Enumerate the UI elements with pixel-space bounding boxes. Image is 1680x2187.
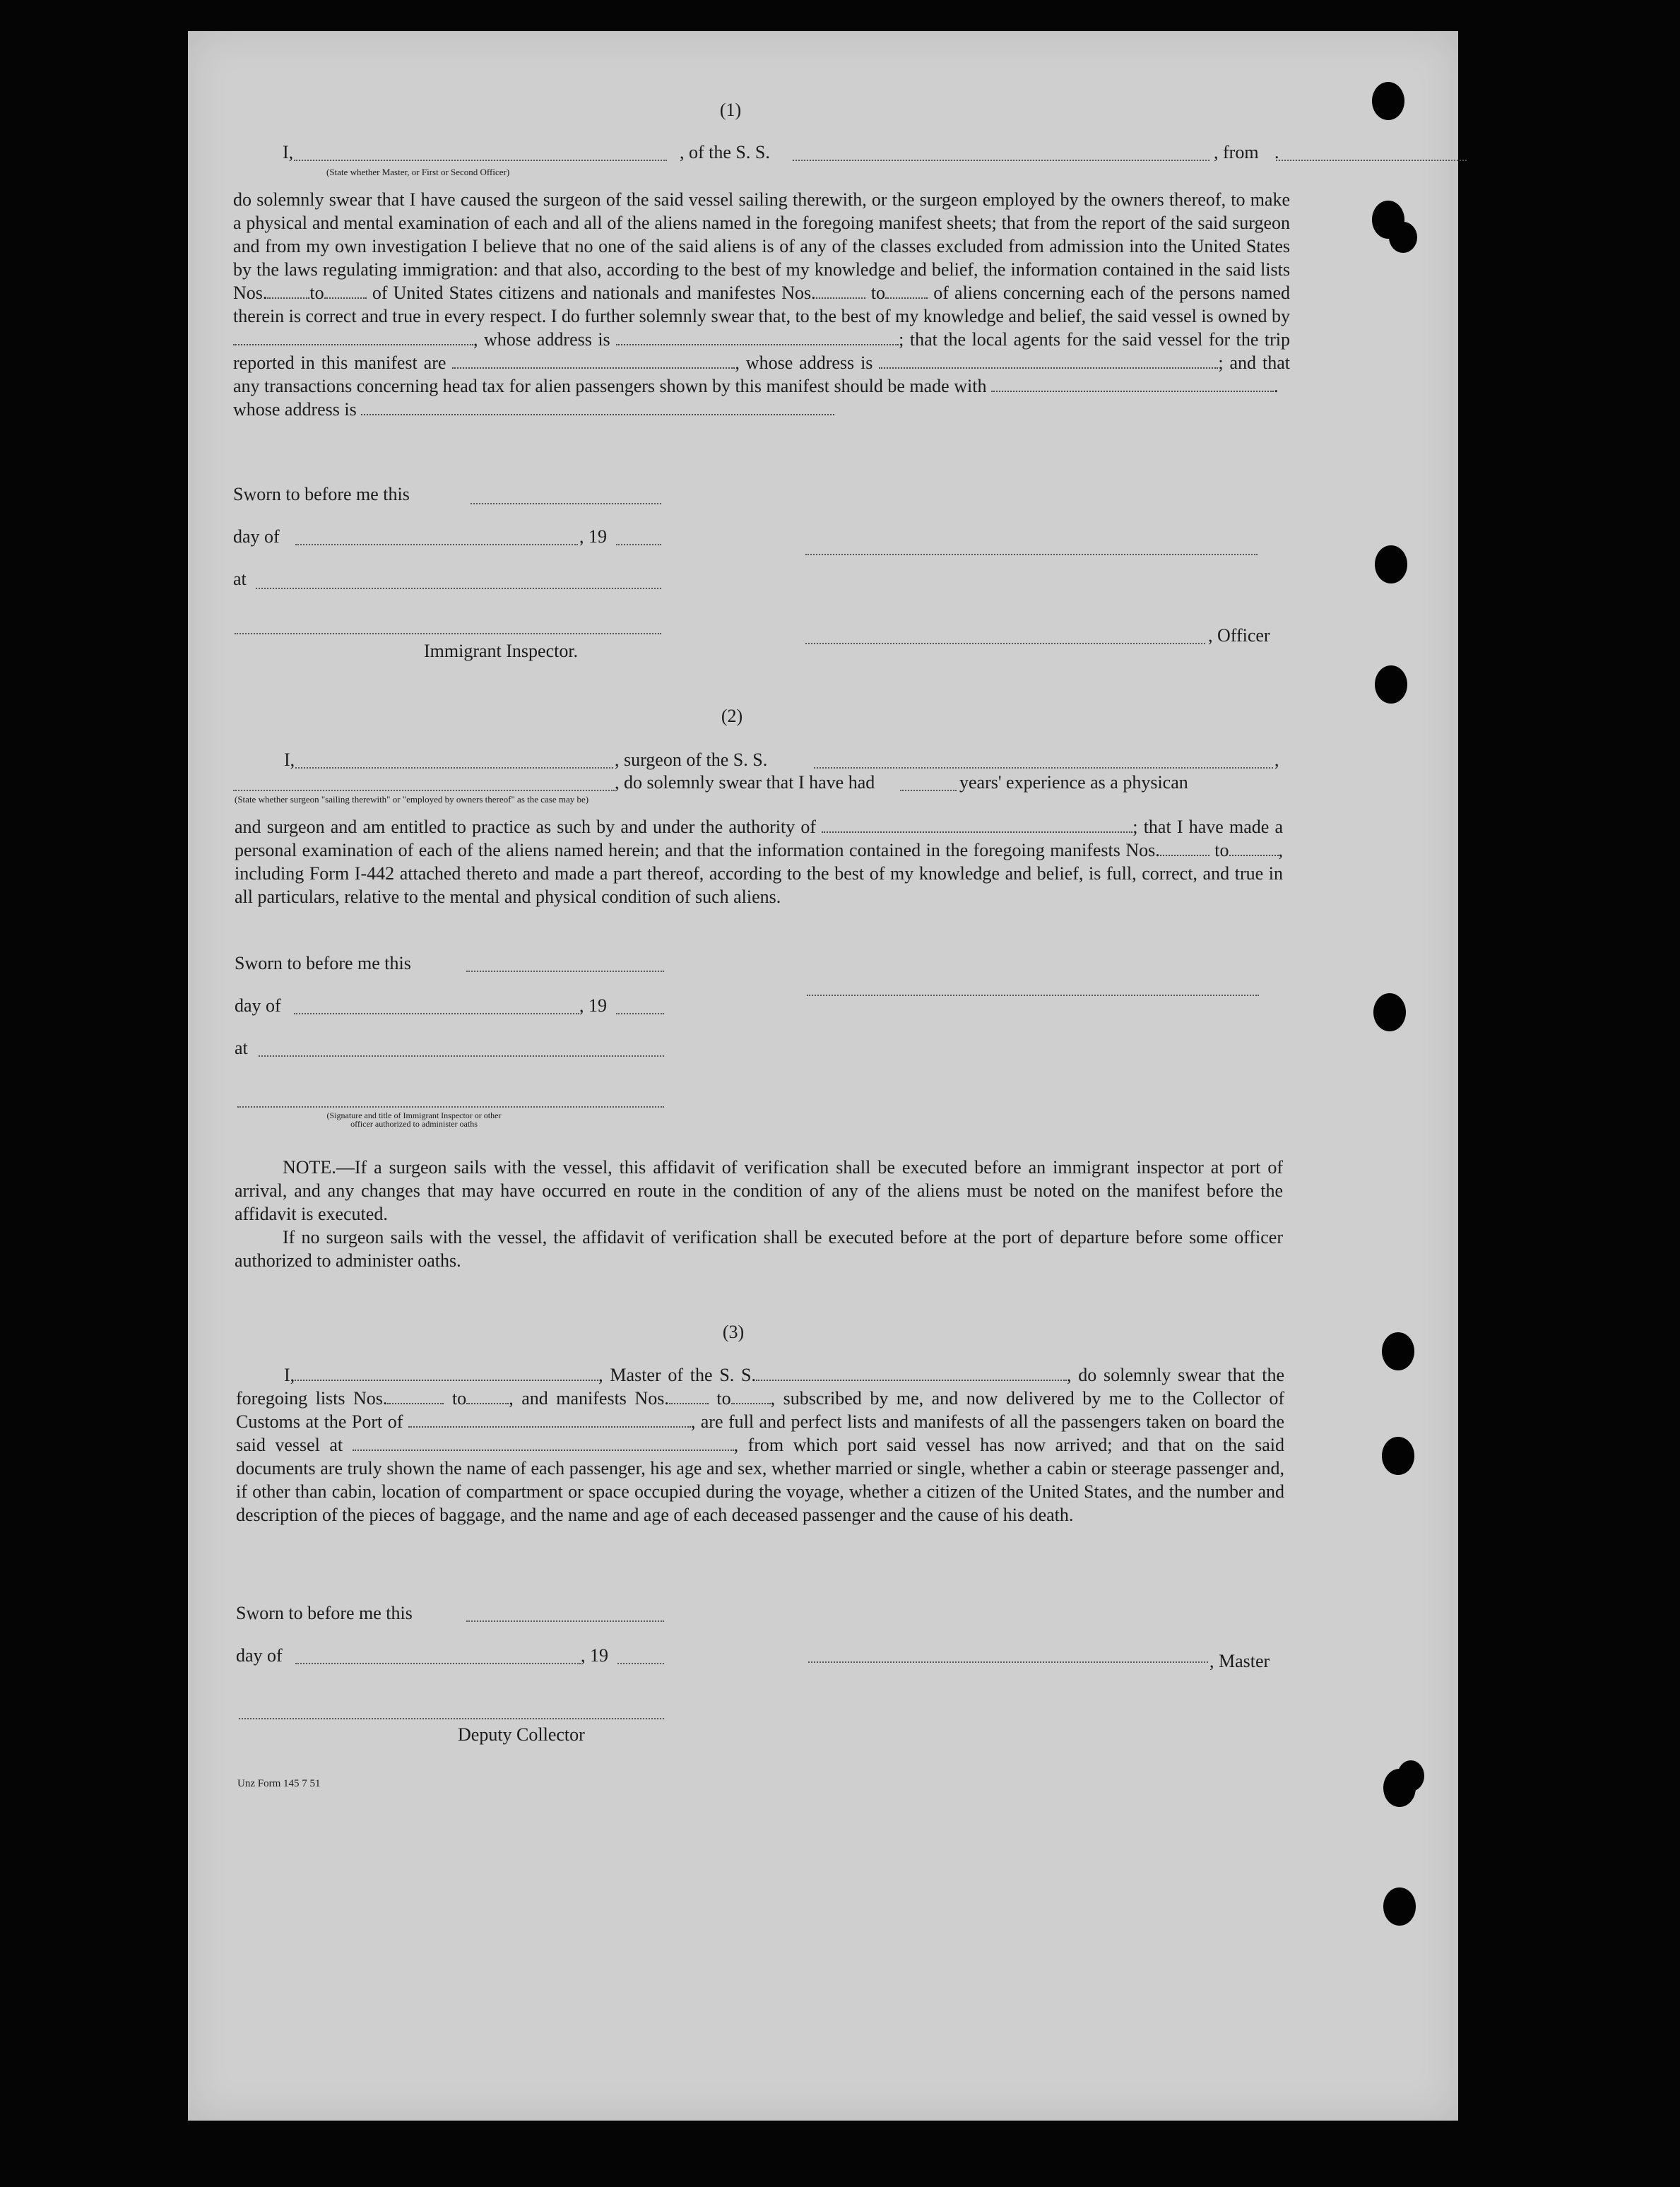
oath-text-9: whose address is bbox=[233, 399, 357, 420]
section-1-day-of: day of bbox=[233, 526, 280, 547]
surgeon-status-field[interactable] bbox=[233, 790, 615, 791]
punch-hole bbox=[1389, 222, 1417, 253]
section-1-i: I, bbox=[283, 142, 294, 162]
section-2-comma: , bbox=[1274, 749, 1279, 770]
surgeon-signature-line[interactable] bbox=[807, 995, 1259, 996]
section-2-caption: (State whether surgeon "sailing therewith" or "employed by owners thereof" as the case may be) bbox=[235, 794, 589, 805]
citizen-lists-to-field[interactable] bbox=[324, 283, 367, 299]
master-text-6: , are full and perfect lists and manifests of all the passengers taken on board the said vessel at bbox=[236, 1411, 1284, 1455]
master-to-1: to bbox=[451, 1388, 467, 1409]
section-2-at: at bbox=[235, 1038, 248, 1058]
surgeon-manifests-to-field[interactable] bbox=[1229, 840, 1279, 856]
master-text-1: I, bbox=[284, 1365, 295, 1385]
location-field-2[interactable] bbox=[259, 1055, 664, 1057]
master-vessel-field[interactable] bbox=[756, 1365, 1067, 1381]
punch-hole bbox=[1382, 1332, 1414, 1370]
master-manifests-to-field[interactable] bbox=[731, 1388, 771, 1404]
oath-text-4: , whose address is bbox=[473, 329, 610, 350]
month-field-3[interactable] bbox=[295, 1663, 581, 1664]
section-1-sworn: Sworn to before me this bbox=[233, 484, 410, 504]
deputy-collector-label: Deputy Collector bbox=[458, 1724, 585, 1745]
section-3-year: , 19 bbox=[581, 1645, 608, 1666]
section-2-swear-label: , do solemnly swear that I have had bbox=[615, 772, 875, 793]
note-paragraph-2: If no surgeon sails with the vessel, the affidavit of verification shall be executed before at the port of departure before some officer authorized to administer oaths. bbox=[235, 1227, 1283, 1271]
section-1-at: at bbox=[233, 569, 247, 589]
section-3-oath-paragraph bbox=[236, 1363, 1284, 1527]
section-3-day-of: day of bbox=[236, 1645, 283, 1666]
master-text-2: , Master of the S. S. bbox=[598, 1365, 756, 1385]
master-label: , Master bbox=[1209, 1651, 1270, 1671]
vessel-name-field[interactable] bbox=[793, 160, 1209, 161]
surgeon-to: to bbox=[1214, 840, 1229, 860]
section-2-sworn: Sworn to before me this bbox=[235, 953, 411, 973]
master-text-3: , do solemnly swear that the foregoing lists Nos. bbox=[236, 1365, 1284, 1409]
section-1-oath-paragraph bbox=[233, 188, 1290, 421]
section-2-years-label: years' experience as a physican bbox=[959, 772, 1188, 793]
owner-address-field[interactable] bbox=[616, 329, 899, 345]
collector-signature-line[interactable] bbox=[239, 1718, 664, 1719]
master-text-7: , from which port said vessel has now arrived; and that on the said documents are truly shown the name of each passenger, his age and sex, whether married or single, whether a cabin or steerage passenger and, if other than cabin, location of compartment or space occupied during the voyage, whether a citizen of the United States, and the number and description of the pieces of baggage, and the name and age of each deceased passenger and the cause of his death. bbox=[236, 1435, 1284, 1525]
officer-signature-line[interactable] bbox=[805, 554, 1258, 555]
section-1-period: . bbox=[1274, 142, 1279, 162]
section-1-from-label: , from bbox=[1214, 142, 1259, 162]
alien-manifests-to-field[interactable] bbox=[885, 283, 928, 299]
section-1-year: , 19 bbox=[579, 526, 607, 547]
port-of-arrival-field[interactable] bbox=[408, 1411, 691, 1428]
inspector-signature-line-2[interactable] bbox=[237, 1106, 664, 1108]
master-to-2: to bbox=[716, 1388, 731, 1409]
inspector-signature-line[interactable] bbox=[235, 633, 661, 634]
surgeon-vessel-field[interactable] bbox=[814, 767, 1273, 769]
section-1-caption: (State whether Master, or First or Second Officer) bbox=[326, 167, 510, 177]
punch-hole bbox=[1383, 1887, 1416, 1926]
surgeon-manifests-from-field[interactable] bbox=[1160, 840, 1209, 856]
master-name-field[interactable] bbox=[295, 1365, 598, 1381]
location-field-1[interactable] bbox=[256, 588, 661, 589]
master-text-5: , subscribed by me, and now delivered by me to the Collector of Customs at the Port of bbox=[236, 1388, 1284, 1432]
punch-hole bbox=[1375, 545, 1407, 583]
section-2-oath-paragraph bbox=[235, 815, 1283, 908]
section-2-i: I, bbox=[284, 749, 295, 770]
year-field-3[interactable] bbox=[617, 1663, 664, 1664]
citizen-lists-from-field[interactable] bbox=[267, 283, 309, 299]
head-tax-contact-field[interactable] bbox=[991, 376, 1274, 392]
surgeon-text-2: ; that I have made a personal examination of each of the aliens named herein; and that the information contained in the foregoing manifests Nos. bbox=[235, 817, 1284, 860]
oath-text-1: do solemnly swear that I have caused the surgeon of the said vessel sailing therewith, or the surgeon employed by the owners thereof, to make a physical and mental examination of each and all of the aliens named in the foregoing manifest sheets; that from the report of the said surgeon and from my own investigation I believe that no one of the said aliens is of any of the classes excluded from admission into the United States by the laws regulating immigration: and that also, according to the best of my knowledge and belief, the information contained in the said lists Nos. bbox=[233, 189, 1290, 303]
oath-text-6: , whose address is bbox=[735, 352, 873, 373]
oath-text-3: of aliens concerning each of the persons named therein is correct and true in every respect. I do further solemnly swear that, to the best of my knowledge and belief, the said vessel is owned by bbox=[233, 283, 1290, 326]
section-2-day-of: day of bbox=[235, 995, 281, 1016]
from-port-field[interactable] bbox=[1276, 160, 1467, 161]
years-experience-field[interactable] bbox=[900, 790, 957, 791]
year-field-2[interactable] bbox=[616, 1013, 664, 1014]
oath-text-5: ; that the local agents for the said vessel for the trip reported in this manifest are bbox=[233, 329, 1290, 373]
officer-title-line[interactable] bbox=[805, 643, 1205, 644]
port-of-departure-field[interactable] bbox=[353, 1435, 734, 1451]
immigrant-inspector-label: Immigrant Inspector. bbox=[424, 641, 579, 661]
surgeon-text-1: and surgeon and am entitled to practice as such by and under the authority of bbox=[235, 817, 817, 837]
officer-label: , Officer bbox=[1208, 625, 1270, 646]
master-lists-from-field[interactable] bbox=[387, 1388, 444, 1404]
alien-manifests-from-field[interactable] bbox=[816, 283, 865, 299]
oath-text-7: ; and that any transactions concerning head tax for alien passengers shown by this manifest should be made with bbox=[233, 352, 1290, 396]
form-identifier: Unz Form 145 7 51 bbox=[237, 1778, 321, 1789]
punch-hole bbox=[1382, 1437, 1414, 1475]
section-1-number: (1) bbox=[719, 100, 742, 120]
month-field-2[interactable] bbox=[294, 1013, 579, 1014]
note-paragraph-1: NOTE.—If a surgeon sails with the vessel, this affidavit of verification shall be executed before an immigrant inspector at port of arrival, and any changes that may have occurred en route in the condition of any of the aliens must be noted on the manifest before the affidavit is executed. bbox=[235, 1157, 1283, 1224]
oath-to-2: to bbox=[870, 283, 886, 303]
sworn-date-field-3[interactable] bbox=[466, 1620, 664, 1622]
signature-caption-line-1: (Signature and title of Immigrant Inspector or other bbox=[326, 1110, 502, 1120]
oath-to-1: to bbox=[309, 283, 324, 303]
sworn-date-field-2[interactable] bbox=[466, 971, 664, 972]
master-text-4: , and manifests Nos. bbox=[509, 1388, 669, 1409]
surgeon-text-3: , including Form I-442 attached thereto and made a part thereof, according to the best of my knowledge and belief, is full, correct, and true in all particulars, relative to the mental and physical condition of such aliens. bbox=[235, 840, 1283, 907]
month-field-1[interactable] bbox=[295, 544, 578, 545]
practice-authority-field[interactable] bbox=[822, 817, 1132, 833]
section-2-number: (2) bbox=[721, 706, 743, 726]
master-signature-line[interactable] bbox=[808, 1661, 1208, 1663]
oath-text-8: . bbox=[1273, 376, 1279, 396]
officer-name-field[interactable] bbox=[294, 160, 667, 161]
punch-hole bbox=[1372, 82, 1404, 120]
local-agents-field[interactable] bbox=[452, 352, 735, 369]
form-page bbox=[188, 31, 1458, 2121]
section-3-sworn: Sworn to before me this bbox=[236, 1603, 413, 1623]
signature-caption-line-2: officer authorized to administer oaths bbox=[350, 1119, 478, 1129]
sworn-date-field-1[interactable] bbox=[471, 503, 661, 504]
oath-text-2: of United States citizens and nationals and manifestes Nos. bbox=[372, 283, 816, 303]
owner-field[interactable] bbox=[233, 329, 473, 345]
section-2-surgeon-label: , surgeon of the S. S. bbox=[615, 749, 768, 770]
master-lists-to-field[interactable] bbox=[466, 1388, 509, 1404]
punch-hole bbox=[1397, 1760, 1424, 1791]
agents-address-field[interactable] bbox=[879, 352, 1218, 369]
section-2-year: , 19 bbox=[579, 995, 607, 1016]
head-tax-address-field[interactable] bbox=[361, 399, 834, 415]
surgeon-name-field[interactable] bbox=[295, 767, 613, 769]
year-field-1[interactable] bbox=[616, 544, 661, 545]
punch-hole bbox=[1373, 993, 1406, 1031]
note-section bbox=[235, 1156, 1283, 1272]
section-3-number: (3) bbox=[722, 1322, 745, 1342]
master-manifests-from-field[interactable] bbox=[669, 1388, 709, 1404]
section-1-ss-label: , of the S. S. bbox=[680, 142, 770, 162]
punch-hole bbox=[1375, 665, 1407, 704]
